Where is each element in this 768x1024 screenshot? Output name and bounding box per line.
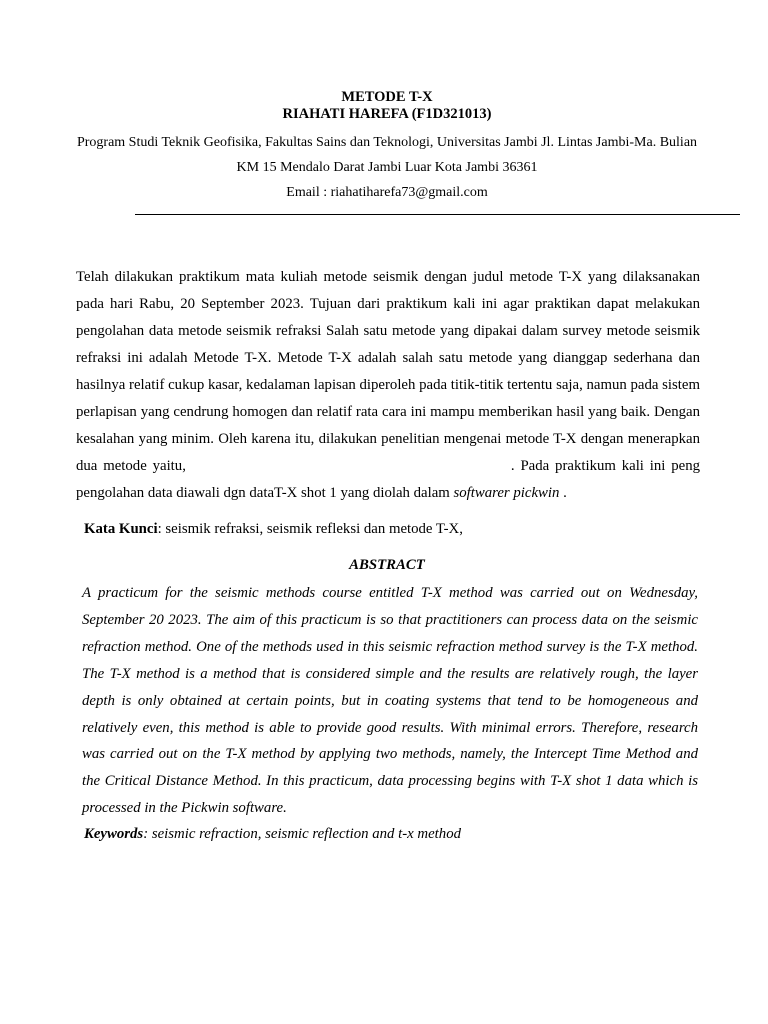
- affiliation-line-2: KM 15 Mendalo Darat Jambi Luar Kota Jambi 36361: [236, 160, 538, 175]
- header-divider: [135, 214, 740, 215]
- affiliation-line-1: Program Studi Teknik Geofisika, Fakultas Sains dan Teknologi, Universitas Jambi Jl. Lintas Jambi-Ma. Bulian: [76, 135, 698, 150]
- author-email: Email : riahatiharefa73@gmail.com: [286, 185, 488, 200]
- document-title: METODE T-X: [341, 89, 433, 105]
- keywords-label: Keywords: [84, 826, 144, 842]
- abstract-paragraph: A practicum for the seismic methods course entitled T-X method was carried out on Wednesday, September 20 2023. The aim of this practicum is so that practitioners can process data on the seismic refraction method. One of the methods used in this seismic refraction method survey is the T-X method. The T-X method is a method that is considered simple and the results are relatively rough, the layer depth is only obtained at certain points, but in coating systems that tend to be homogeneous and relatively even, this method is able to provide good results. With minimal errors. Therefore, research was carried out on the T-X method by applying two methods, namely, the Intercept Time Method and the Critical Distance Method. In this practicum, data processing begins with T-X shot 1 data which is processed in the Pickwin software.: [82, 585, 698, 817]
- abstrak-section: [76, 264, 700, 507]
- abstrak-paragraph: [76, 264, 700, 507]
- document-header: [0, 89, 768, 123]
- keywords-text: : seismic refraction, seismic reflection and t-x method: [143, 826, 461, 842]
- kata-kunci-line: [84, 517, 463, 541]
- abstrak-text-before-gap: Telah dilakukan praktikum mata kuliah metode seismik dengan judul metode T-X yang dilaksanakan pada hari Rabu, 20 September 2023. Tujuan dari praktikum kali ini agar praktikan dapat melakukan pengolahan data metode seismik refraksi Salah satu metode yang dipakai dalam survey metode seismik refraksi ini adalah Metode T-X. Metode T-X adalah salah satu metode yang dianggap sederhana dan hasilnya relatif cukup kasar, kedalaman lapisan diperoleh pada titik-titik tertentu saja, namun pada sistem perlapisan yang cendrung homogen dan relatif rata cara ini mampu memberikan hasil yang baik. Dengan kesalahan yang minim. Oleh karena itu, dilakukan penelitian mengenai metode T-X dengan menerapkan dua metode yaitu,: [76, 269, 700, 474]
- kata-kunci-text: : seismik refraksi, seismik refleksi dan metode T-X,: [157, 521, 463, 537]
- abstract-section: [82, 580, 698, 822]
- affiliation-block: [0, 130, 768, 205]
- abstrak-text-end: .: [563, 485, 567, 501]
- author-name: RIAHATI HAREFA (F1D321013): [282, 106, 492, 122]
- abstract-heading: ABSTRACT: [349, 557, 425, 573]
- software-name: softwarer pickwin: [453, 485, 560, 501]
- abstrak-text-after-gap: . Pada praktikum kali ini peng pengolahan data diawali dgn dataT-X shot 1 yang diolah dalam: [76, 458, 700, 501]
- keywords-line: [84, 822, 461, 846]
- kata-kunci-label: Kata Kunci: [84, 521, 158, 537]
